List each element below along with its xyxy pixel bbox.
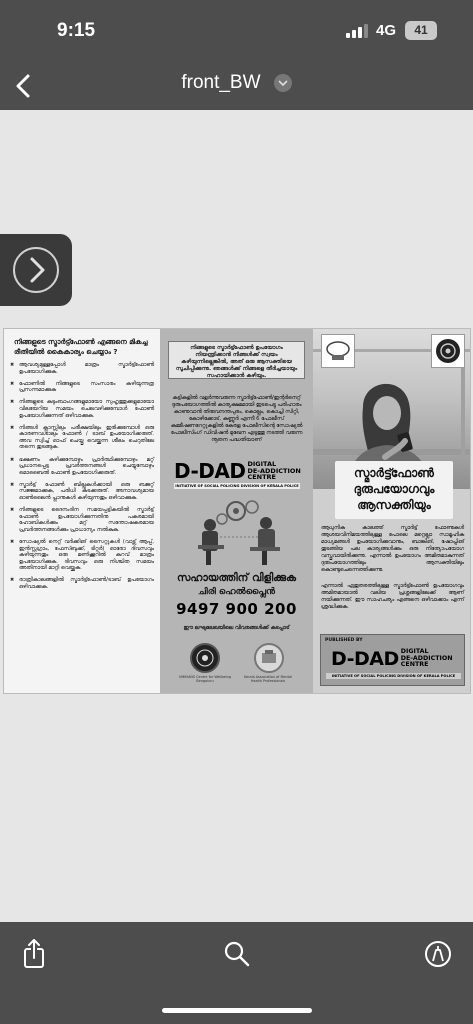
logo-line: DE-ADDICTION [400,654,453,662]
share-button[interactable] [16,936,52,972]
brochure-page [3,328,471,694]
logo-line: CENTRE [247,473,276,482]
headline-line: സ്മാർട്ട്ഫോൺ [354,466,434,480]
chevron-right-icon [13,247,59,293]
next-page-button[interactable] [0,234,72,306]
logo-text [401,649,453,669]
logo-line: CENTRE [400,661,429,669]
nimhans-seal [190,643,220,673]
headline-line: ആസക്തിയും [357,498,431,512]
chevron-down-icon [274,74,292,92]
list-item: ✖ ആവശ്യമുള്ളപ്പോൾ മാത്രം സ്മാർട്ട്ഫോൺ ഉപയോഗിക്കുക. [10,362,154,375]
kerala-police-logo-left [321,334,355,368]
logo-subtitle: INITIATIVE OF SOCIAL POLICING DIVISION OF KERALA POLICE [326,673,461,679]
kerala-police-logo-right [431,334,465,368]
logo-mark: D-DAD [174,459,246,483]
panel-cover [313,329,471,694]
published-by-label: PUBLISHED BY [325,638,363,643]
markup-button[interactable] [420,936,456,972]
cover-headline [335,461,453,519]
kamhp-seal [254,643,284,673]
status-bar [0,0,473,62]
logo-text [247,461,300,481]
list-item: ✖ സോഷ്യൽ നെറ്റ് വർക്കിങ് സൈറ്റുകൾ (വാട്സ് ആപ്പ്, ഇൻസ്റ്റഗ്രാം, ഫേസ്ബുക്ക്, ടിറ്റർ) ഓരോ ദിവസവും കഴിയുന്നതും ഒരു മണിക്കൂറിൽ കുറവ് മാത്രം ഉപയോഗിക്കുക. ദിവസവും ഒരു നിശ്ചിത സമയം അതിനായി മാറ്റി വെയ്ക്കുക. [10,539,154,572]
credits-note: ഈ ലഘുലേഖയിലെ വിവരങ്ങൾക്ക് കടപ്പാട് [183,625,290,631]
signal-icon [346,24,368,38]
helpline-cta: സഹായത്തിന് വിളിക്കുക [176,572,297,584]
seal-caption: NIMHANS Centre for Wellbeing Bengaluru [179,675,231,683]
title-menu[interactable] [0,72,473,94]
list-item: ✖ രാത്രികാലങ്ങളിൽ സ്മാർട്ട്ഫോൺ/ടാബ് ഉപയോഗം ഒഴിവാക്കുക. [10,577,154,590]
network-type: 4G [376,22,397,39]
publisher-box [320,634,465,686]
share-icon [16,936,52,972]
helpline-name: ചിരി ഹെൽപ്ലൈൻ [198,587,275,597]
cover-paragraph: ആധുനിക കാലത്ത് സ്മാർട്ട് ഫോണുകൾ ആശയവിനിമയത്തിലുള്ള പോലെ മറ്റെല്ലാ സാമൂഹിക മാധ്യമങ്ങൾ ഉപയോഗിക്കുവാനും, ബാങ്കിങ്, ഷോപ്പിങ് തുടങ്ങിയ പല കാര്യങ്ങൾക്കും ഒരു നിത്യോപയോഗ വസ്തുവായിരിക്കുന്നു. എന്നാൽ ഉപയോഗം അമിതമാകുന്നത് ദുരുപയോഗത്തിലും ആസക്തിയിലും കൊണ്ടുചെന്നെത്തിക്കുന്നു. [321,525,464,573]
intro-text: കുട്ടികളിൽ വളർന്നുവരുന്ന സ്മാർട്ട്ഫോൺ/ഇന്റർനെറ്റ് ദുരുപയോഗത്തിൽ കാര്യക്ഷമമായി ഇടപെട്ടു പരിഹാരം കാണുവാൻ തിരുവനന്തപുരം, കൊല്ലം, കൊച്ചി സിറ്റി, കോഴിക്കോട്, കണ്ണൂർ എന്നീ 6 പോലീസ് കമ്മീഷണറേറ്റുകളിൽ കേരള പോലീസിന്റെ സോഷ്യൽ പോലീസിംഗ് ഡിവിഷൻ മുഖേന എടുത്തു നടത്തി വരുന്ന നൂതന പദ്ധതിയാണ് [170,395,303,443]
list-item: ✖ നിങ്ങൾ ക്ലാസ്സിലും പരീക്ഷയിലും ഇരിക്കുമ്പോൾ ഒരു കാരണവശാലും ഫോൺ / ടാബ് ഉപയോഗിക്കരുത്. അവ സ്വിച്ച് ഓഫ് ചെയ്തു വെയ്ക്കുന്ന ശീലം ചെറുതിലേ തന്നെ തുടങ്ങുക. [10,425,154,451]
search-button[interactable] [219,936,255,972]
panel-helpline [160,329,313,694]
list-item: ✖ സ്മാർട്ട് ഫോൺ ബില്ലുകൾക്കായി ഒരു ബജറ്റ് സജ്ജമാക്കുക, പരിധി കടക്കരുത്. അനാവശ്യമായ ഓൺലൈൻ പ്ലാനുകൾ കഴിയുന്നതും ഒഴിവാക്കുക. [10,482,154,502]
logo-subtitle: INITIATIVE OF SOCIAL POLICING DIVISION OF KERALA POLICE [175,484,299,488]
helpline-number: 9497 900 200 [176,600,297,618]
list-item: ✖ നിങ്ങളുടെ കുടുംബാംഗങ്ങളുമായോ സുഹൃത്തുക്കളുമായോ വിലയേറിയ സമയം ചെലവഴിക്കുമ്പോൾ ഫോൺ ഉപയോഗിക്കുന്നത് ഒഴിവാക്കുക. [10,399,154,419]
home-indicator[interactable] [162,1008,312,1013]
battery-icon [405,21,437,40]
logo-line: DIGITAL [400,648,429,656]
tips-heading: നിങ്ങളുടെ സ്മാർട്ട്ഫോൺ എങ്ങനെ മികച്ച രീതിയിൽ കൈകാര്യം ചെയ്യാം ? [14,338,148,356]
logo-line: DE-ADDICTION [247,466,301,475]
seal-caption: Kerala Association of Mental Health Professionals [244,675,292,683]
logo-line: DIGITAL [247,459,277,468]
list-item: ✖ ഫോണിൽ നിങ്ങളുടെ സംസാരം കഴിയുന്നത്ര പ്രസന്നമാക്കുക [10,381,154,394]
nav-bar [0,62,473,110]
panel-tips [4,329,160,694]
ddad-logo [331,648,452,670]
counseling-illustration [184,497,290,569]
headline-line: ദുരുപയോഗവും [353,482,435,496]
tips-list [10,362,154,591]
status-time: 9:15 [57,20,96,41]
document-title: front_BW [181,72,261,93]
markup-icon [420,936,456,972]
document-viewer[interactable] [0,110,473,922]
ddad-logo [174,459,301,483]
cover-paragraph: എന്നാൽ ഏതുതരത്തിലുള്ള സ്മാർട്ട്ഫോൺ ഉപയോഗവും അമിതമായാൽ വലിയ പ്രശ്നങ്ങളിലേക്ക് ആണ് നയിക്കുന്നത്. ഈ സാഹചര്യം എങ്ങനെ ഒഴിവാക്കാം എന്ന് ശ്രദ്ധിക്കുക. [321,583,464,610]
logo-mark: D-DAD [331,648,399,670]
search-icon [219,936,255,972]
battery-level: 41 [414,23,428,37]
help-box: നിങ്ങളുടെ സ്മാർട്ട്ഫോൺ ഉപയോഗം നിയന്ത്രിക്കാൻ നിങ്ങൾക്ക് സ്വയം കഴിയുന്നില്ലെങ്കിൽ, അത് ഒരു ആസക്തിയെ സൂചിപ്പിക്കുന്നു. ഞങ്ങൾക്ക് നിങ്ങളെ തീർച്ചയായും സഹായിക്കാൻ കഴിയും. [168,341,305,379]
list-item: ✖ നിങ്ങളുടെ ദൈനംദിന സമയപ്പട്ടികയിൽ സ്മാർട്ട് ഫോൺ ഉപയോഗിക്കുന്നതിനു പകരമായി ഹോബികൾക്കും മറ്റ് സന്തോഷകരമായ പ്രവർത്തനങ്ങൾക്കും പ്രാധാന്യം നൽകുക. [10,507,154,533]
list-item: ✖ ഭക്ഷണം കഴിക്കുമ്പോഴും പ്രാർത്ഥിക്കുമ്പോഴും മറ്റ് പ്രധാനപ്പെട്ട പ്രവർത്തനങ്ങൾ ചെയ്യുമ്പോഴും മൊബൈൽ ഫോൺ ഉപയോഗിക്കരുത്. [10,457,154,477]
